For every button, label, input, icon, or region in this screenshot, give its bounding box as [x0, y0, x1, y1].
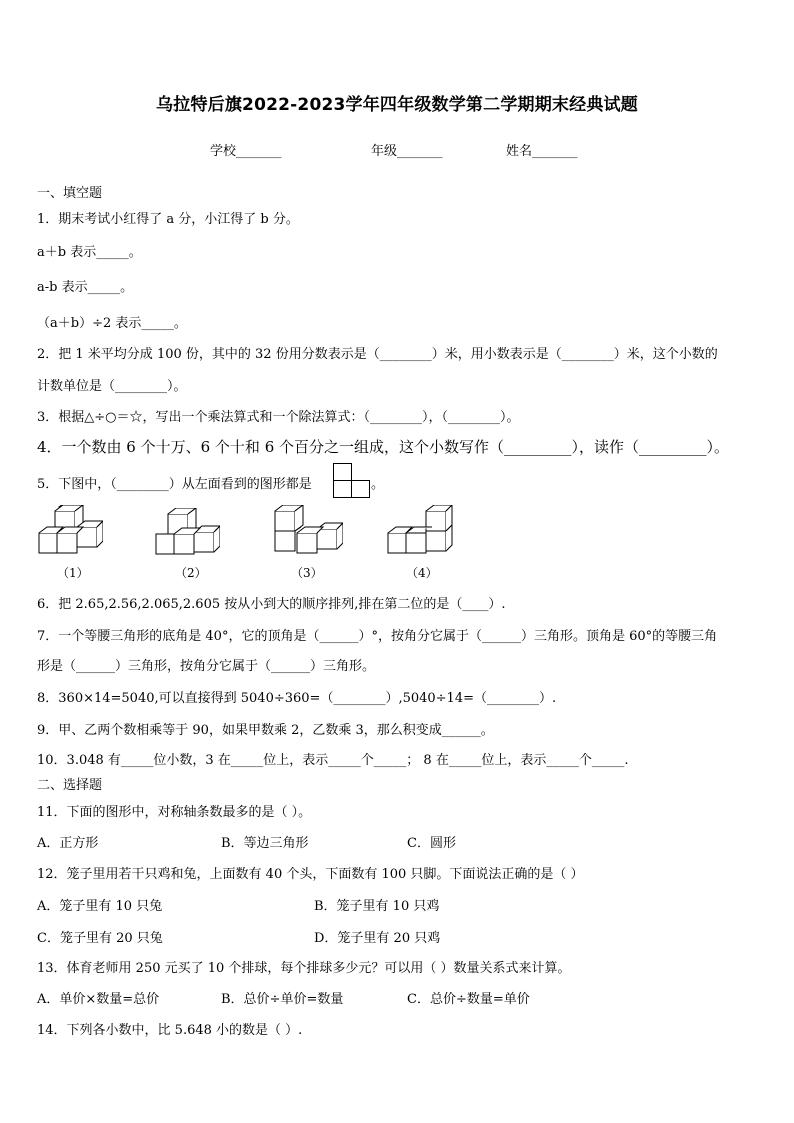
cube-figure-4 [386, 505, 456, 557]
question-13-option-b: B．总价÷单价=数量 [221, 992, 344, 1007]
question-6: 6．把 2.65,2.56,2.065,2.605 按从小到大的顺序排列,排在第二位的是（____）. [37, 597, 506, 612]
question-1-b: a-b 表示_____。 [37, 280, 134, 295]
page-title: 乌拉特后旗2022-2023学年四年级数学第二学期期末经典试题 [156, 95, 638, 115]
question-1-stem: 1．期末考试小红得了 a 分，小江得了 b 分。 [37, 212, 299, 227]
section-multiple-choice: 二、选择题 [37, 778, 103, 793]
question-12-stem: 12．笼子里用若干只鸡和兔，上面数有 40 个头，下面数有 100 只脚。下面说法正确的是（ ） [37, 867, 584, 882]
left-view-shape-figure [332, 462, 372, 500]
question-8: 8．360×14=5040,可以直接得到 5040÷360=（________）,5040÷14=（________）. [37, 691, 557, 706]
figure-caption-1: （1） [57, 566, 89, 580]
question-2-line2: 计数单位是（________）。 [37, 379, 187, 394]
question-14: 14．下列各小数中，比 5.648 小的数是（ ）. [37, 1023, 303, 1038]
question-13-stem: 13．体育老师用 250 元买了 10 个排球，每个排球多少元？可以用（ ）数量关系式来计算。 [37, 961, 571, 976]
question-4: 4．一个数由 6 个十万、6 个十和 6 个百分之一组成，这个小数写作（_________），读作（_________）。 [37, 438, 730, 456]
question-9: 9．甲、乙两个数相乘等于 90，如果甲数乘 2，乙数乘 3，那么积变成______。 [37, 723, 494, 738]
question-12-option-b: B．笼子里有 10 只鸡 [314, 899, 440, 914]
figure-caption-4: （4） [406, 566, 438, 580]
question-7-line1: 7．一个等腰三角形的底角是 40°，它的顶角是（______）°，按角分它属于（______）三角形。顶角是 60°的等腰三角 [37, 629, 718, 644]
grade-field: 年级_______ [371, 144, 443, 159]
question-2-line1: 2．把 1 米平均分成 100 份，其中的 32 份用分数表示是（________）米，用小数表示是（________）米，这个小数的 [37, 347, 718, 362]
question-12-option-c: C．笼子里有 20 只兔 [37, 931, 163, 946]
question-7-line2: 形是（______）三角形，按角分它属于（______）三角形。 [37, 659, 376, 674]
question-12-option-a: A．笼子里有 10 只兔 [37, 899, 163, 914]
cube-figure-3 [273, 505, 343, 557]
question-11-stem: 11．下面的图形中，对称轴条数最多的是（ ）。 [37, 805, 312, 820]
question-1-c: （a＋b）÷2 表示_____。 [37, 316, 187, 331]
figure-caption-2: （2） [175, 566, 207, 580]
question-11-option-a: A．正方形 [37, 836, 99, 851]
question-13-option-a: A．单价×数量=总价 [37, 992, 160, 1007]
school-field: 学校_______ [210, 144, 282, 159]
cube-figure-1 [37, 505, 103, 557]
figure-caption-3: （3） [291, 566, 323, 580]
name-field: 姓名_______ [506, 144, 578, 159]
section-fill-blank: 一、填空题 [37, 186, 103, 201]
cube-figure-2 [154, 508, 220, 558]
question-5-end: 。 [371, 477, 385, 492]
question-1-a: a＋b 表示_____。 [37, 245, 142, 260]
question-5-stem: 5．下图中，（________）从左面看到的图形都是 [37, 477, 312, 492]
question-3: 3．根据△÷○＝☆，写出一个乘法算式和一个除法算式：（________），（________）。 [37, 410, 520, 425]
question-10: 10．3.048 有_____位小数，3 在_____位上，表示_____个_____； 8 在_____位上，表示_____个_____. [37, 753, 629, 768]
question-11-option-b: B．等边三角形 [221, 836, 309, 851]
question-13-option-c: C．总价÷数量=单价 [407, 992, 530, 1007]
question-11-option-c: C．圆形 [407, 836, 456, 851]
question-12-option-d: D．笼子里有 20 只鸡 [314, 931, 441, 946]
